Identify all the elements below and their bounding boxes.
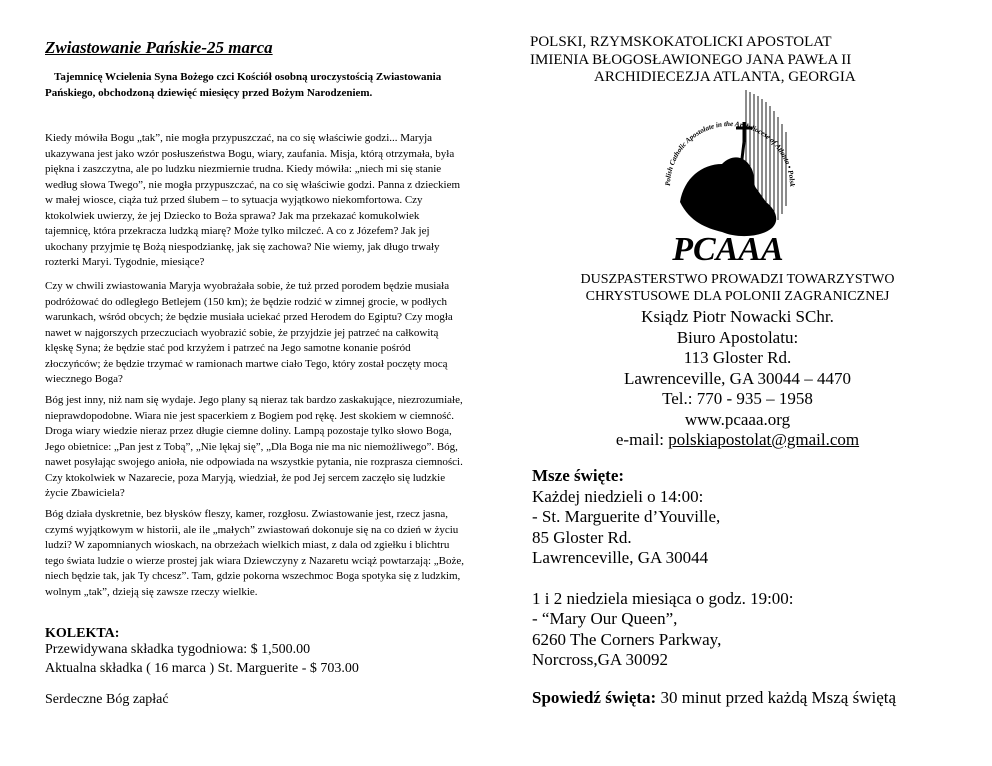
collection-heading: KOLEKTA: bbox=[45, 626, 120, 641]
collection-actual: Aktualna składka ( 16 marca ) St. Marguerite - $ 703.00 bbox=[45, 661, 359, 676]
street-address: 113 Gloster Rd. bbox=[683, 348, 792, 367]
article-paragraph: Czy w chwili zwiastowania Maryja wyobrażała sobie, że tuż przed porodem będzie musiała podróżować do odległego Betlejem (150 km); że będzie rodzić w zimnej grocie, w podłych warunkach, wśród obcych; że będzie musiała uciekać przed Herodem do Egiptu? Czy mogła nawet w najgorszych przeczuciach wyobrazić sobie, że przyjdzie jej patrzeć na całkowitą klęskę Syna; że będzie stać pod krzyżem i patrzeć na Jego samotne konanie pośród złoczyńców; że będzie trzymać w ramionach martwe ciało Tego, który został poczęty mocą wiecznego Boga? bbox=[45, 280, 453, 385]
email-link[interactable]: polskiapostolat@gmail.com bbox=[668, 430, 860, 449]
confession-info bbox=[532, 688, 896, 708]
header-line: POLSKI, RZYMSKOKATOLICKI APOSTOLAT bbox=[530, 34, 832, 50]
mass-heading: Msze święte: bbox=[532, 466, 625, 485]
mass-line: - St. Marguerite d’Youville, bbox=[532, 507, 721, 526]
phone-number: Tel.: 770 - 935 – 1958 bbox=[662, 389, 813, 408]
contact-block bbox=[540, 307, 935, 451]
apostolate-header bbox=[530, 34, 910, 87]
thanks-note: Serdeczne Bóg zapłać bbox=[45, 692, 169, 707]
priest-name: Ksiądz Piotr Nowacki SChr. bbox=[641, 307, 834, 326]
org-line: DUSZPASTERSTWO PROWADZI TOWARZYSTWO bbox=[580, 272, 895, 287]
mass-line: - “Mary Our Queen”, bbox=[532, 609, 678, 628]
org-line: CHRYSTUSOWE DLA POLONII ZAGRANICZNEJ bbox=[585, 289, 890, 304]
logo-ring-text: Polish Catholic Apostolate in the Archdiocese of Atlanta • Polsk bbox=[663, 119, 797, 187]
confession-text: 30 minut przed każdą Mszą świętą bbox=[656, 688, 897, 707]
article-paragraph: Bóg działa dyskretnie, bez błysków fleszy, kamer, rozgłosu. Zwiastowanie jest, rzecz jasna, czymś wyjątkowym w historii, ale ile „małych” zwiastowań dokonuje się na co dzień w życiu ludzi? W zapomnianych wioskach, na obrzeżach wielkich miast, z dala od zgiełku i blichtru tego świata ludzie o wierze prostej jak wiara Dziewczyny z Nazaretu wciąż powtarzają: „Boże, niech będzie tak, jak Ty chcesz”. Tam, gdzie pokorna wszechmoc Boga spotyka się z ludzkim, wolnym „tak”, dzieją się zawsze rzeczy wielkie. bbox=[45, 508, 465, 598]
website-link[interactable]: www.pcaaa.org bbox=[684, 409, 791, 429]
email-line bbox=[540, 430, 935, 451]
mass-line: 85 Gloster Rd. bbox=[532, 527, 632, 547]
office-label: Biuro Apostolatu: bbox=[676, 327, 799, 347]
mass-line: Każdej niedzieli o 14:00: bbox=[532, 486, 704, 506]
organization-info bbox=[540, 271, 935, 305]
city-address: Lawrenceville, GA 30044 – 4470 bbox=[623, 368, 852, 388]
mass-line: 1 i 2 niedziela miesiąca o godz. 19:00: bbox=[532, 588, 794, 608]
logo-graphic bbox=[640, 82, 816, 276]
logo-monogram: PCAAA bbox=[672, 231, 784, 268]
article-intro: Tajemnicę Wcielenia Syna Bożego czci Kościół osobną uroczystością Zwiastowania Pańskiego, obchodzoną dziewięć miesięcy przed Bożym Narodzeniem. bbox=[45, 71, 442, 99]
header-line: IMIENIA BŁOGOSŁAWIONEGO JANA PAWŁA II bbox=[530, 51, 852, 68]
header-line: ARCHIDIECEZJA ATLANTA, GEORGIA bbox=[594, 69, 856, 85]
mass-line: Lawrenceville, GA 30044 bbox=[532, 548, 709, 567]
mass-line: Norcross,GA 30092 bbox=[532, 650, 668, 669]
pcaaa-logo bbox=[640, 82, 816, 276]
article-paragraph: Kiedy mówiła Bogu „tak”, nie mogła przypuszczać, na co się właściwie godzi... Maryja ukazywana jest jako wzór posłuszeństwa Bogu, wiary, zaufania. Misja, którą otrzymała, była piękna i zaszczytna, ale po ludzku niezmiernie trudna. Kiedy mówiła: „niech mi się stanie według słowa Twego”, nie mogła przypuszczać, na co się właściwie godzi. Panna z dzieckiem w małej wiosce, ciąża tuż przed ślubem – to sytuacja wyjątkowo niekomfortowa. Czy ktokolwiek uwierzy, że jej Dziecko to Boża sprawa? Jak ma przekazać komukolwiek tajemnicę, która przekracza ludzką miarę? Może tylko milczeć. A co z Józefem? Jak jej ukochany przyjmie tę Bożą niespodziankę, jak się zachowa? Nie wiemy, jak długo trwały rozterki Maryi. Tygodnie, miesiące? bbox=[45, 132, 461, 268]
collection-expected: Przewidywana składka tygodniowa: $ 1,500.00 bbox=[45, 642, 311, 657]
email-label: e-mail: bbox=[615, 430, 669, 449]
mass-schedule bbox=[532, 466, 952, 671]
mass-line: 6260 The Corners Parkway, bbox=[532, 629, 722, 649]
confession-label: Spowiedź święta: bbox=[532, 688, 657, 707]
article-paragraph: Bóg jest inny, niż nam się wydaje. Jego plany są nieraz tak bardzo zaskakujące, niezrozumiałe, nieprawdopodobne. Wiara nie jest spacerkiem z Bogiem pod rękę. Jest skokiem w ciemność. Droga wiary wiedzie nieraz przez długie ciemne doliny. Lampą pozostaje tylko słowo Boga, Jego obietnice: „Pan jest z Tobą”, „Nie lękaj się”, „Dla Boga nie ma nic niemożliwego”. Bóg, nawet posyłając swojego anioła, nie odpowiada na wszystkie pytania, nie rozprasza ciemności. Czy ktokolwiek w Nazarecie, poza Maryją, wiedział, że pod Jej sercem zaczęło się ludzkie życie Zbawiciela? bbox=[45, 394, 463, 499]
article-title: Zwiastowanie Pańskie-25 marca bbox=[45, 38, 273, 57]
